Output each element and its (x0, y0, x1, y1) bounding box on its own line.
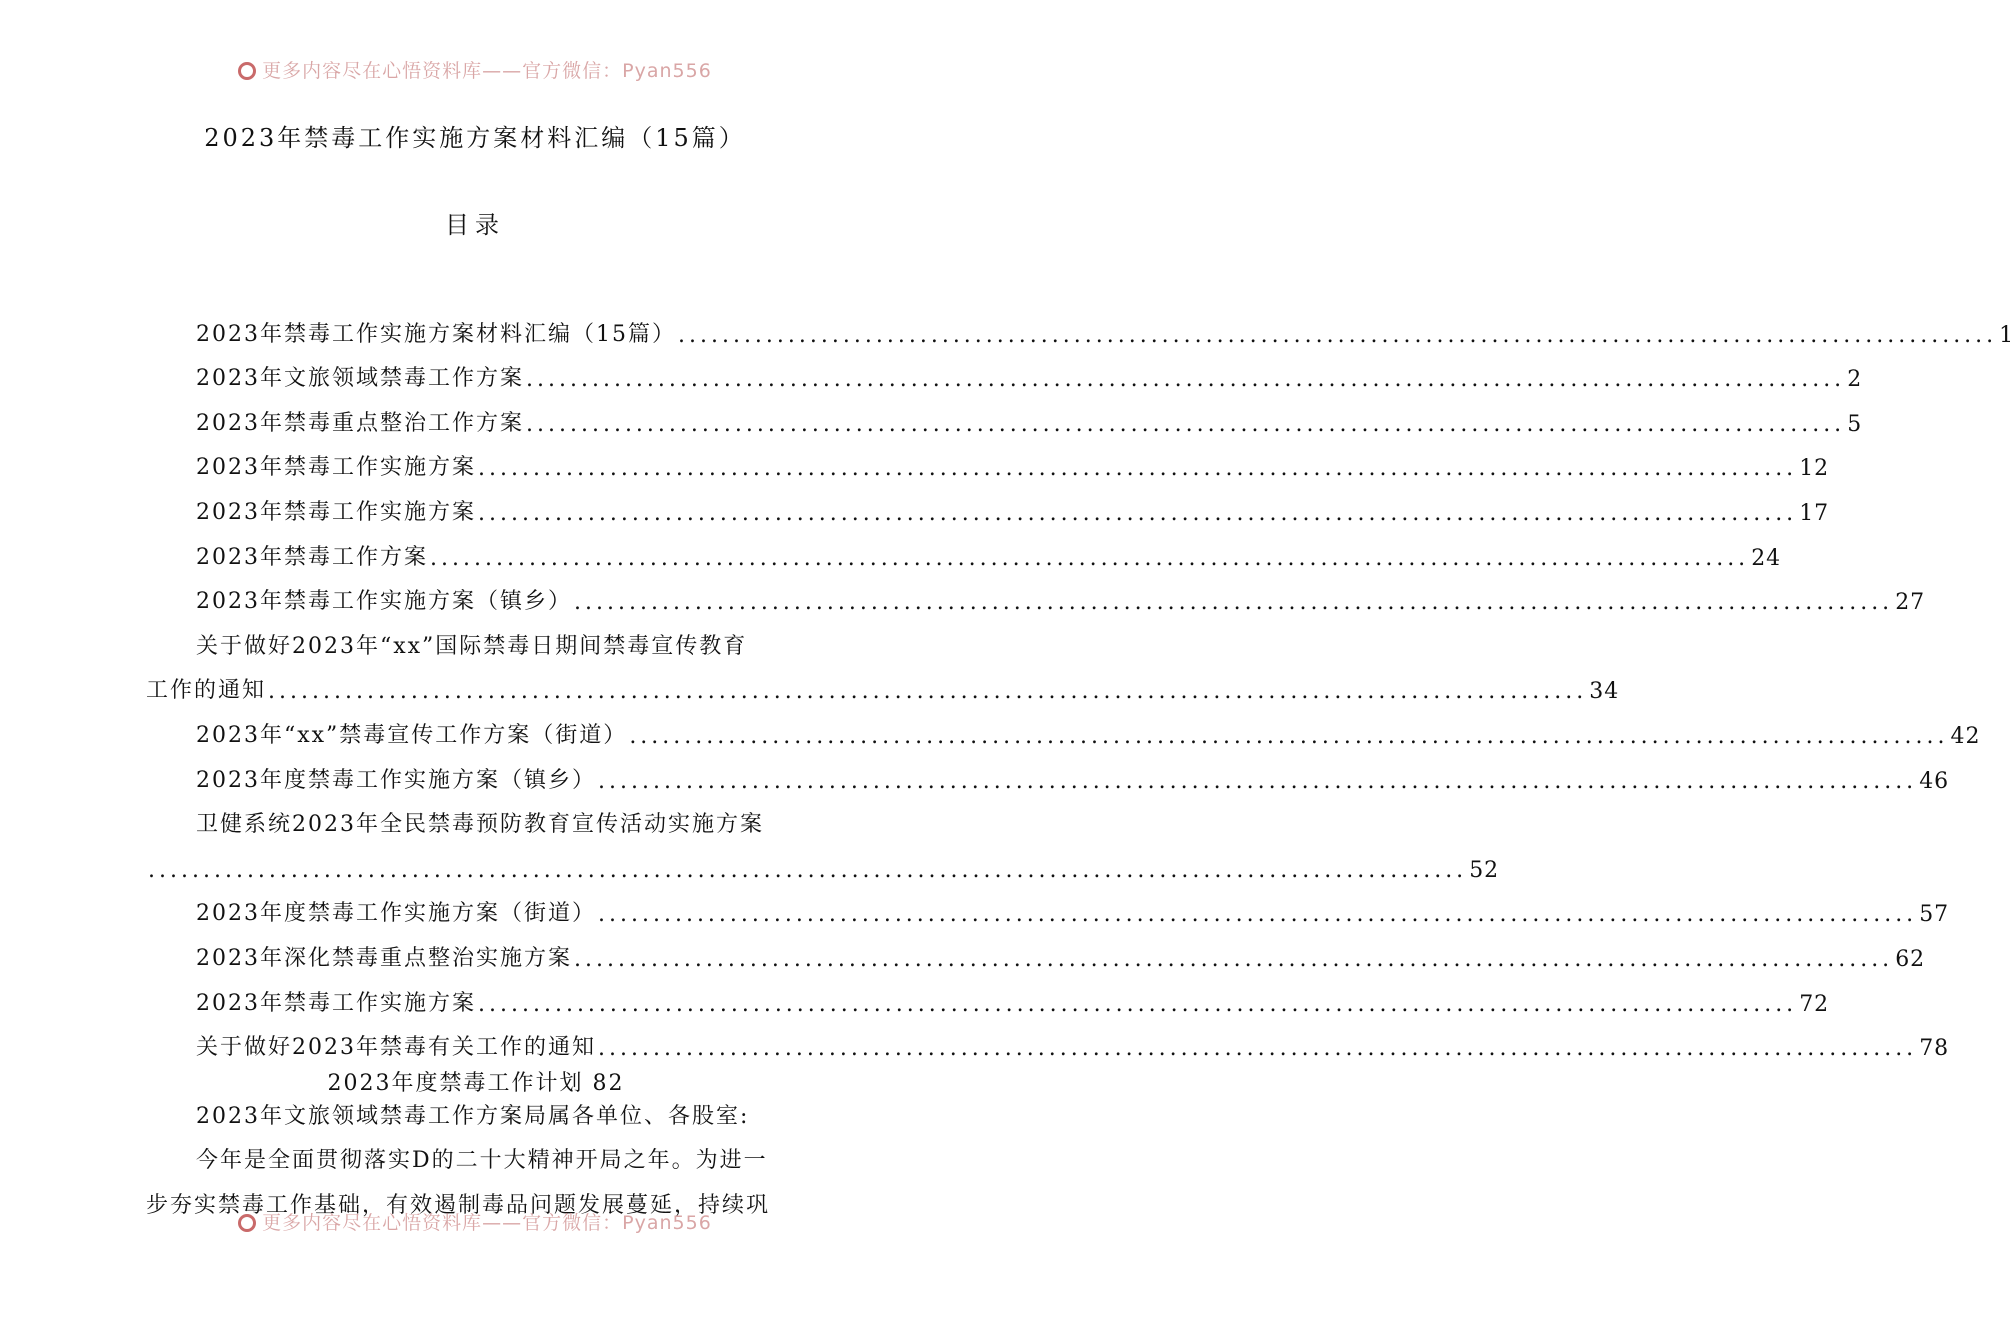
toc-entry[interactable] (146, 437, 1830, 482)
body-section (146, 1085, 806, 1219)
toc-entry[interactable] (146, 303, 2014, 348)
watermark-bottom (0, 1208, 950, 1234)
toc-entry-title: 工作的通知 (146, 678, 267, 704)
toc-entry[interactable] (146, 392, 1863, 437)
toc-entry-title: 2023年禁毒工作方案 (196, 544, 428, 570)
toc-entry-page: 52 (1469, 857, 1500, 883)
toc-leader-dots: ........................................................................................................................ (598, 1036, 1918, 1062)
toc-leader-dots: ........................................................................................................................ (629, 723, 1949, 749)
watermark-top (0, 56, 950, 82)
toc-entry[interactable] (146, 660, 1620, 705)
body-paragraph-line: 今年是全面贯彻落实D的二十大精神开局之年。为进一 (196, 1148, 768, 1174)
toc-entry-page: 17 (1799, 500, 1830, 526)
watermark-text: 更多内容尽在心悟资料库——官方微信：Pyan556 (262, 60, 712, 82)
toc-entry[interactable] (146, 838, 1500, 883)
toc-entry-title: 2023年文旅领域禁毒工作方案 (196, 366, 524, 392)
toc-leader-dots: ........................................................................................................................ (598, 902, 1918, 928)
toc-entry-page: 42 (1950, 723, 1981, 749)
toc-entry-title: 关于做好2023年禁毒有关工作的通知 (196, 1035, 596, 1061)
toc-entry-title: 2023年度禁毒工作实施方案（镇乡） (196, 767, 596, 793)
table-of-contents (146, 303, 2014, 1097)
toc-entry-page: 78 (1919, 1036, 1950, 1062)
toc-leader-dots: ........................................................................................................................ (430, 545, 1750, 571)
toc-leader-dots: ........................................................................................................................ (574, 590, 1894, 616)
toc-entry-page: 12 (1799, 456, 1830, 482)
toc-entry-page: 24 (1751, 545, 1782, 571)
toc-entry-page: 2 (1847, 367, 1863, 393)
toc-entry-title: 2023年禁毒工作实施方案 (196, 499, 476, 525)
toc-entry-page: 5 (1847, 411, 1863, 437)
toc-entry-title: 2023年“xx”禁毒宣传工作方案（街道） (196, 722, 628, 748)
toc-entry-title: 2023年禁毒重点整治工作方案 (196, 410, 524, 436)
toc-entry-title: 关于做好2023年“xx”国际禁毒日期间禁毒宣传教育 (196, 633, 748, 659)
watermark-logo-icon (238, 1214, 256, 1232)
toc-entry-title: 2023年禁毒工作实施方案 (196, 455, 476, 481)
toc-entry-page: 1 (1999, 322, 2014, 348)
toc-entry[interactable] (146, 571, 1926, 616)
toc-entry[interactable] (146, 1017, 1950, 1062)
toc-entry-wrapped-line[interactable] (146, 615, 806, 660)
toc-leader-dots: ........................................................................................................................ (148, 857, 1468, 883)
toc-leader-dots: ........................................................................................................................ (677, 322, 1998, 348)
toc-entry-page: 62 (1895, 946, 1926, 972)
toc-entry-title: 2023年度禁毒工作计划 82 (327, 1071, 625, 1097)
toc-entry-page: 34 (1589, 679, 1620, 705)
watermark-logo-icon (238, 62, 256, 80)
toc-entry-title: 2023年度禁毒工作实施方案（街道） (196, 901, 596, 927)
toc-entry-page: 57 (1919, 902, 1950, 928)
toc-entry[interactable] (146, 526, 1782, 571)
toc-leader-dots: ........................................................................................................................ (478, 991, 1798, 1017)
toc-entry[interactable] (146, 749, 1950, 794)
body-paragraph-line: 步夯实禁毒工作基础，有效遏制毒品问题发展蔓延，持续巩 (146, 1192, 771, 1218)
toc-entry-title: 2023年禁毒工作实施方案材料汇编（15篇） (196, 321, 676, 347)
toc-entry[interactable] (146, 972, 1830, 1017)
toc-leader-dots: ........................................................................................................................ (478, 456, 1798, 482)
toc-entry-page: 46 (1919, 768, 1950, 794)
toc-entry-title: 2023年禁毒工作实施方案 (196, 990, 476, 1016)
body-heading: 2023年文旅领域禁毒工作方案局属各单位、各股室: (196, 1103, 750, 1129)
toc-leader-dots: ........................................................................................................................ (268, 679, 1588, 705)
toc-entry-title: 2023年深化禁毒重点整治实施方案 (196, 945, 572, 971)
toc-entry[interactable] (146, 883, 1950, 928)
toc-entry-page: 27 (1895, 590, 1926, 616)
toc-leader-dots: ........................................................................................................................ (526, 367, 1846, 393)
toc-leader-dots: ........................................................................................................................ (478, 500, 1798, 526)
toc-leader-dots: ........................................................................................................................ (574, 946, 1894, 972)
toc-entry-title: 卫健系统2023年全民禁毒预防教育宣传活动实施方案 (196, 812, 764, 838)
toc-entry[interactable] (146, 927, 1926, 972)
toc-entry[interactable] (146, 704, 1981, 749)
toc-heading: 目录 (445, 211, 505, 239)
toc-leader-dots: ........................................................................................................................ (598, 768, 1918, 794)
toc-entry[interactable] (146, 348, 1863, 393)
toc-entry-title: 2023年禁毒工作实施方案（镇乡） (196, 589, 572, 615)
document-title: 2023年禁毒工作实施方案材料汇编（15篇） (204, 124, 746, 152)
toc-leader-dots: ........................................................................................................................ (526, 411, 1846, 437)
toc-entry[interactable] (146, 481, 1830, 526)
watermark-text: 更多内容尽在心悟资料库——官方微信：Pyan556 (262, 1212, 712, 1234)
toc-entry-page: 72 (1799, 991, 1830, 1017)
toc-entry-wrapped-line[interactable] (146, 794, 806, 839)
